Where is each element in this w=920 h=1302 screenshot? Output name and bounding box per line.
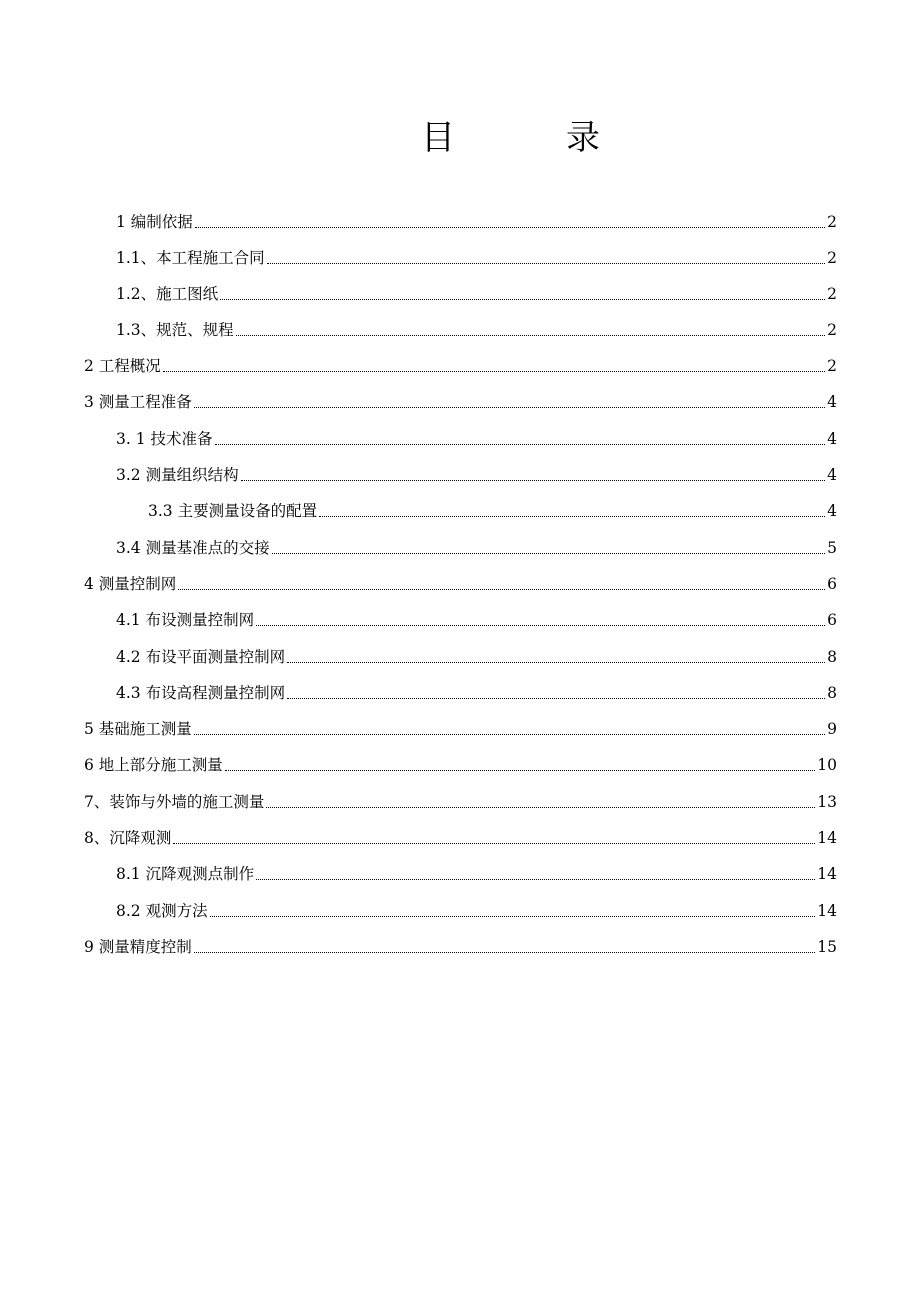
toc-leader-dots <box>163 371 825 372</box>
toc-entry-label: 1.2、施工图纸 <box>116 285 219 303</box>
toc-entry-label: 3.4 测量基准点的交接 <box>116 539 270 557</box>
title-char-1: 目 <box>421 118 455 158</box>
toc-leader-dots <box>241 480 826 481</box>
toc-entry-label: 1 编制依据 <box>116 213 193 231</box>
toc-leader-dots <box>173 843 815 844</box>
toc-leader-dots <box>220 299 825 300</box>
toc-entry-page: 10 <box>817 756 837 774</box>
toc-entry-label: 4.1 布设测量控制网 <box>116 611 255 629</box>
toc-entry-1-2[interactable] <box>116 268 837 304</box>
toc-entry-label: 3. 1 技术准备 <box>116 430 213 448</box>
toc-entry-8-1[interactable] <box>116 848 837 884</box>
toc-entry-page: 4 <box>827 502 837 520</box>
toc-entry-4-1[interactable] <box>116 594 837 630</box>
toc-entry-4[interactable] <box>84 558 837 594</box>
toc-entry-page: 2 <box>827 321 837 339</box>
toc-entry-page: 4 <box>827 393 837 411</box>
page-title <box>0 112 920 164</box>
title-char-2: 录 <box>566 118 600 158</box>
toc-leader-dots <box>210 916 816 917</box>
toc-entry-page: 2 <box>827 285 837 303</box>
toc-entry-5[interactable] <box>84 703 837 739</box>
toc-entry-page: 4 <box>827 466 837 484</box>
toc-entry-page: 5 <box>827 539 837 557</box>
toc-entry-3[interactable] <box>84 376 837 412</box>
toc-entry-4-2[interactable] <box>116 631 837 667</box>
toc-entry-label: 3.3 主要测量设备的配置 <box>148 502 318 520</box>
toc-leader-dots <box>236 335 825 336</box>
toc-leader-dots <box>256 879 815 880</box>
toc-entry-page: 8 <box>827 648 837 666</box>
toc-entry-page: 14 <box>817 829 837 847</box>
toc-entry-label: 3 测量工程准备 <box>84 393 192 411</box>
toc-entry-page: 14 <box>817 902 837 920</box>
toc-entry-page: 6 <box>827 611 837 629</box>
toc-leader-dots <box>195 227 825 228</box>
toc-leader-dots <box>194 734 825 735</box>
toc-entry-6[interactable] <box>84 739 837 775</box>
toc-entry-4-3[interactable] <box>116 667 837 703</box>
toc-entry-label: 8.1 沉降观测点制作 <box>116 865 255 883</box>
toc-entry-label: 9 测量精度控制 <box>84 938 192 956</box>
toc-entry-1[interactable] <box>116 196 837 232</box>
toc-entry-label: 2 工程概况 <box>84 357 161 375</box>
toc-leader-dots <box>225 770 815 771</box>
toc-entry-3-4[interactable] <box>116 522 837 558</box>
toc-leader-dots <box>267 263 825 264</box>
toc-entry-3-1[interactable] <box>116 413 837 449</box>
toc-leader-dots <box>256 625 825 626</box>
toc-entry-page: 9 <box>827 720 837 738</box>
toc-leader-dots <box>215 444 826 445</box>
toc-entry-page: 15 <box>817 938 837 956</box>
toc-entry-page: 8 <box>827 684 837 702</box>
toc-leader-dots <box>178 589 825 590</box>
toc-entry-label: 4.2 布设平面测量控制网 <box>116 648 286 666</box>
toc-entry-label: 8.2 观测方法 <box>116 902 208 920</box>
toc-leader-dots <box>287 662 825 663</box>
toc-entry-label: 1.3、规范、规程 <box>116 321 234 339</box>
toc-leader-dots <box>194 952 815 953</box>
toc-entry-label: 7、装饰与外墙的施工测量 <box>84 793 265 811</box>
toc-entry-label: 5 基础施工测量 <box>84 720 192 738</box>
toc-leader-dots <box>266 807 815 808</box>
toc-entry-page: 4 <box>827 430 837 448</box>
toc-entry-page: 13 <box>817 793 837 811</box>
toc-entry-3-3[interactable] <box>148 485 837 521</box>
toc-leader-dots <box>287 698 825 699</box>
toc-entry-page: 2 <box>827 213 837 231</box>
toc-entry-label: 3.2 测量组织结构 <box>116 466 239 484</box>
toc-entry-1-1[interactable] <box>116 232 837 268</box>
toc-entry-page: 2 <box>827 249 837 267</box>
toc-leader-dots <box>319 516 825 517</box>
toc-leader-dots <box>194 407 825 408</box>
toc-entry-3-2[interactable] <box>116 449 837 485</box>
toc-entry-8[interactable] <box>84 812 837 848</box>
toc-entry-label: 1.1、本工程施工合同 <box>116 249 265 267</box>
toc-entry-page: 2 <box>827 357 837 375</box>
toc-entry-9[interactable] <box>84 921 837 957</box>
toc-entry-2[interactable] <box>84 340 837 376</box>
toc-entry-page: 14 <box>817 865 837 883</box>
toc-entry-7[interactable] <box>84 776 837 812</box>
toc-entry-label: 4 测量控制网 <box>84 575 177 593</box>
toc-entry-label: 6 地上部分施工测量 <box>84 756 223 774</box>
toc-entry-1-3[interactable] <box>116 304 837 340</box>
toc-leader-dots <box>272 553 826 554</box>
toc-entry-8-2[interactable] <box>116 885 837 921</box>
toc-entry-label: 8、沉降观测 <box>84 829 172 847</box>
toc-entry-page: 6 <box>827 575 837 593</box>
toc-entry-label: 4.3 布设高程测量控制网 <box>116 684 286 702</box>
